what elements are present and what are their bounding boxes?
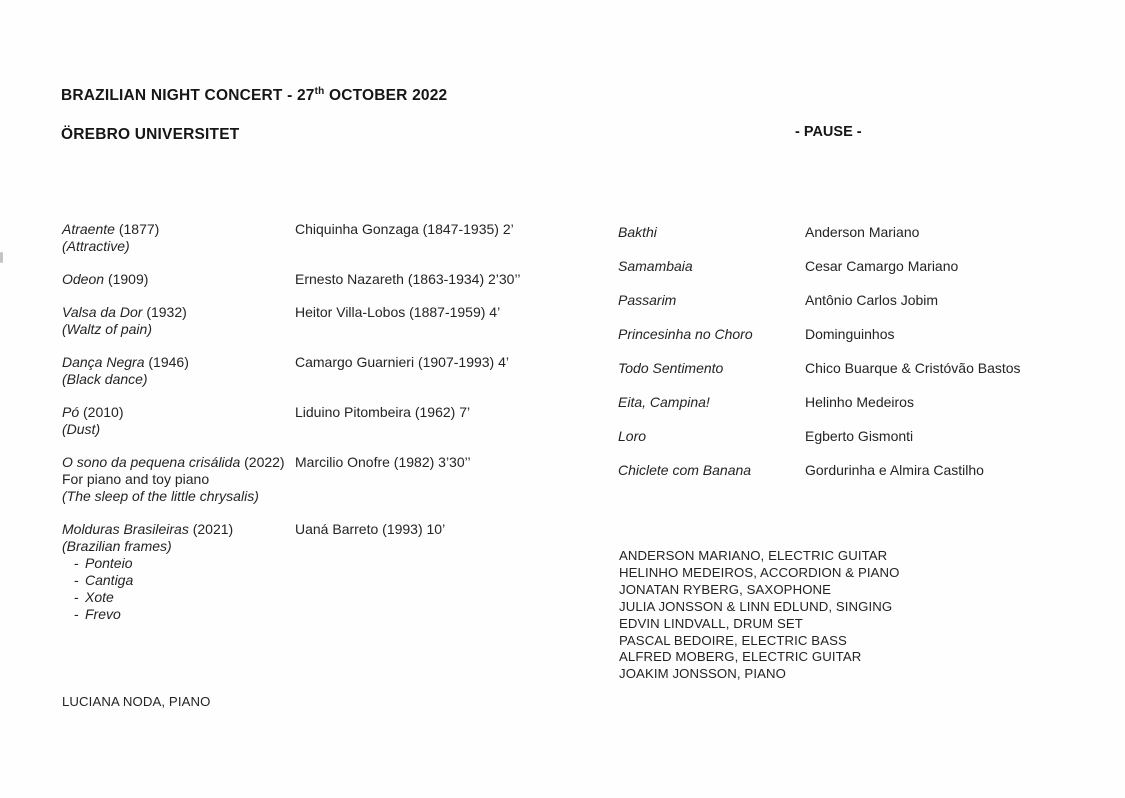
piece-year: (2010) (83, 404, 124, 420)
song-title: Princesinha no Choro (618, 326, 753, 342)
piece-row (62, 271, 562, 288)
song-row (618, 360, 1058, 377)
song-title: Passarim (618, 292, 677, 308)
band-member: JULIA JONSSON & LINN EDLUND, SINGING (619, 598, 893, 614)
movement-dash: - (74, 589, 79, 605)
composer-name: Heitor Villa-Lobos (1887-1959) 4’ (295, 304, 501, 320)
page-title-prefix: BRAZILIAN NIGHT CONCERT - 27 (61, 87, 315, 105)
movement-title: Xote (85, 589, 114, 605)
movement-title: Cantiga (85, 572, 134, 588)
song-composer: Egberto Gismonti (805, 428, 914, 444)
piece-title-line (62, 304, 295, 321)
piece-row (62, 221, 562, 255)
song-title: Bakthi (618, 224, 657, 240)
piece-year: (2022) (244, 454, 285, 470)
song-title: Samambaia (618, 258, 693, 274)
movement-item (62, 589, 295, 606)
piece-note: (Brazilian frames) (62, 538, 172, 554)
song-composer: Anderson Mariano (805, 224, 920, 240)
movement-dash: - (74, 555, 79, 571)
song-composer: Antônio Carlos Jobim (805, 292, 939, 308)
piece-title-line (62, 271, 295, 288)
piece-title-line (62, 221, 295, 238)
song-title: Eita, Campina! (618, 394, 710, 410)
piece-cell (62, 454, 295, 505)
song-title: Todo Sentimento (618, 360, 724, 376)
movement-dash: - (74, 606, 79, 622)
movement-title: Frevo (85, 606, 121, 622)
piece-note: (Attractive) (62, 238, 130, 254)
band-member: HELINHO MEDEIROS, ACCORDION & PIANO (619, 564, 900, 580)
piece-row (62, 454, 562, 505)
piece-row (62, 354, 562, 388)
band-member: ANDERSON MARIANO, ELECTRIC GUITAR (619, 548, 888, 563)
piece-title: Odeon (62, 271, 105, 287)
piece-year: (2021) (192, 521, 234, 537)
song-row (618, 326, 1058, 343)
page-title (61, 86, 447, 105)
soloist-credit: LUCIANA NODA, PIANO (62, 694, 211, 709)
composer-name: Liduino Pitombeira (1962) 7’ (295, 404, 471, 420)
composer-name: Ernesto Nazareth (1863-1934) 2’30’’ (295, 271, 521, 287)
movement-item (62, 572, 295, 589)
scan-artifact (0, 252, 3, 263)
song-row (618, 224, 1058, 241)
piece-note: (Dust) (62, 421, 101, 437)
first-half-programme (62, 221, 562, 639)
piece-cell (62, 404, 295, 438)
song-row (618, 292, 1058, 309)
band-member: JONATAN RYBERG, SAXOPHONE (619, 581, 832, 597)
piece-year: (1909) (107, 271, 149, 287)
piece-title-line (62, 454, 295, 471)
piece-cell (62, 354, 295, 388)
song-title: Chiclete com Banana (618, 462, 752, 478)
piece-note: For piano and toy piano (62, 471, 210, 487)
song-row (618, 462, 1058, 479)
piece-title-line (62, 354, 295, 371)
song-composer: Dominguinhos (805, 326, 895, 342)
song-row (618, 428, 1058, 445)
piece-title: Atraente (62, 221, 115, 237)
page-title-suffix: OCTOBER 2022 (324, 87, 448, 105)
piece-year: (1946) (148, 354, 189, 370)
piece-title-line (62, 404, 295, 421)
song-row (618, 394, 1058, 411)
second-half-programme (618, 224, 1058, 496)
piece-cell (62, 304, 295, 338)
piece-title: Valsa da Dor (62, 304, 143, 320)
band-member: EDVIN LINDVALL, DRUM SET (619, 615, 803, 631)
piece-year: (1877) (118, 221, 160, 237)
composer-name: Marcilio Onofre (1982) 3’30’’ (295, 454, 471, 470)
movement-dash: - (74, 572, 79, 588)
band-member: JOAKIM JONSSON, PIANO (619, 666, 786, 682)
song-composer: Cesar Camargo Mariano (805, 258, 959, 274)
movement-item (62, 555, 295, 572)
piece-cell (62, 521, 295, 623)
composer-name: Uaná Barreto (1993) 10’ (295, 521, 446, 537)
piece-year: (1932) (146, 304, 187, 320)
composer-name: Camargo Guarnieri (1907-1993) 4’ (295, 354, 509, 370)
movement-item (62, 606, 295, 623)
piece-row (62, 304, 562, 338)
band-member: PASCAL BEDOIRE, ELECTRIC BASS (619, 632, 847, 648)
piece-row (62, 521, 562, 623)
venue-title: ÖREBRO UNIVERSITET (61, 126, 240, 143)
band-member: ALFRED MOBERG, ELECTRIC GUITAR (619, 649, 862, 665)
piece-title: Pó (62, 404, 80, 420)
song-row (618, 258, 1058, 275)
pause-label: - PAUSE - (795, 124, 862, 140)
page-title-ordinal: th (314, 86, 325, 97)
song-composer: Chico Buarque & Cristóvão Bastos (805, 360, 1021, 376)
song-composer: Helinho Medeiros (805, 394, 914, 410)
piece-title: Dança Negra (62, 354, 145, 370)
band-credits (619, 548, 899, 683)
movement-title: Ponteio (85, 555, 133, 571)
piece-note: (The sleep of the little chrysalis) (62, 488, 259, 504)
piece-cell (62, 271, 295, 288)
composer-name: Chiquinha Gonzaga (1847-1935) 2’ (295, 221, 514, 237)
piece-note: (Waltz of pain) (62, 321, 152, 337)
song-title: Loro (618, 428, 647, 444)
piece-cell (62, 221, 295, 255)
piece-note: (Black dance) (62, 371, 148, 387)
song-composer: Gordurinha e Almira Castilho (805, 462, 984, 478)
piece-row (62, 404, 562, 438)
piece-title-line (62, 521, 295, 538)
piece-title: O sono da pequena crisálida (62, 454, 241, 470)
piece-title: Molduras Brasileiras (62, 521, 189, 537)
